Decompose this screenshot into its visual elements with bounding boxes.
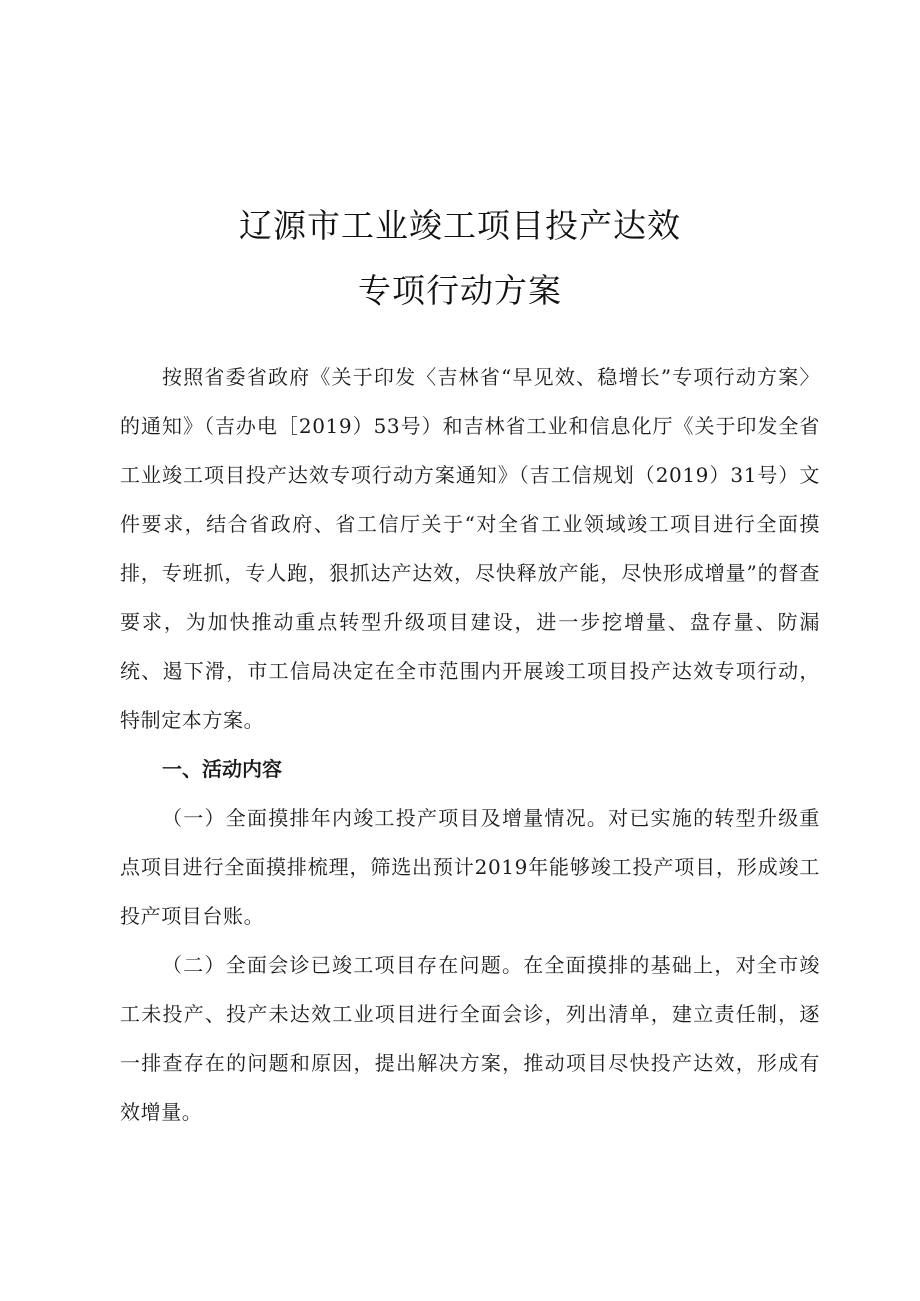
document-body (120, 353, 820, 1137)
item-2-paragraph: （二）全面会诊已竣工项目存在问题。在全面摸排的基础上，对全市竣工未投产、投产未达效工业项目进行全面会诊，列出清单，建立责任制，逐一排查存在的问题和原因，提出解决方案，推动项目尽快投产达效，形成有效增量。 (120, 953, 820, 1124)
document-title-line-1: 辽源市工业竣工项目投产达效 (239, 206, 681, 245)
item-1-paragraph: （一）全面摸排年内竣工投产项目及增量情况。对已实施的转型升级重点项目进行全面摸排梳理，筛选出预计2019年能够竣工投产项目，形成竣工投产项目台账。 (120, 806, 820, 928)
document-title-line-2: 专项行动方案 (358, 271, 562, 310)
intro-paragraph: 按照省委省政府《关于印发〈吉林省“早见效、稳增长”专项行动方案〉的通知》（吉办电［2019）53号）和吉林省工业和信息化厅《关于印发全省工业竣工项目投产达效专项行动方案通知》（吉工信规划（2019）31号）文件要求，结合省政府、省工信厅关于“对全省工业领域竣工项目进行全面摸排，专班抓，专人跑，狠抓达产达效，尽快释放产能，尽快形成增量”的督查要求，为加快推动重点转型升级项目建设，进一步挖增量、盘存量、防漏统、遏下滑，市工信局决定在全市范围内开展竣工项目投产达效专项行动，特制定本方案。 (120, 365, 820, 732)
section-heading-activity-content: 一、活动内容 (162, 757, 282, 781)
